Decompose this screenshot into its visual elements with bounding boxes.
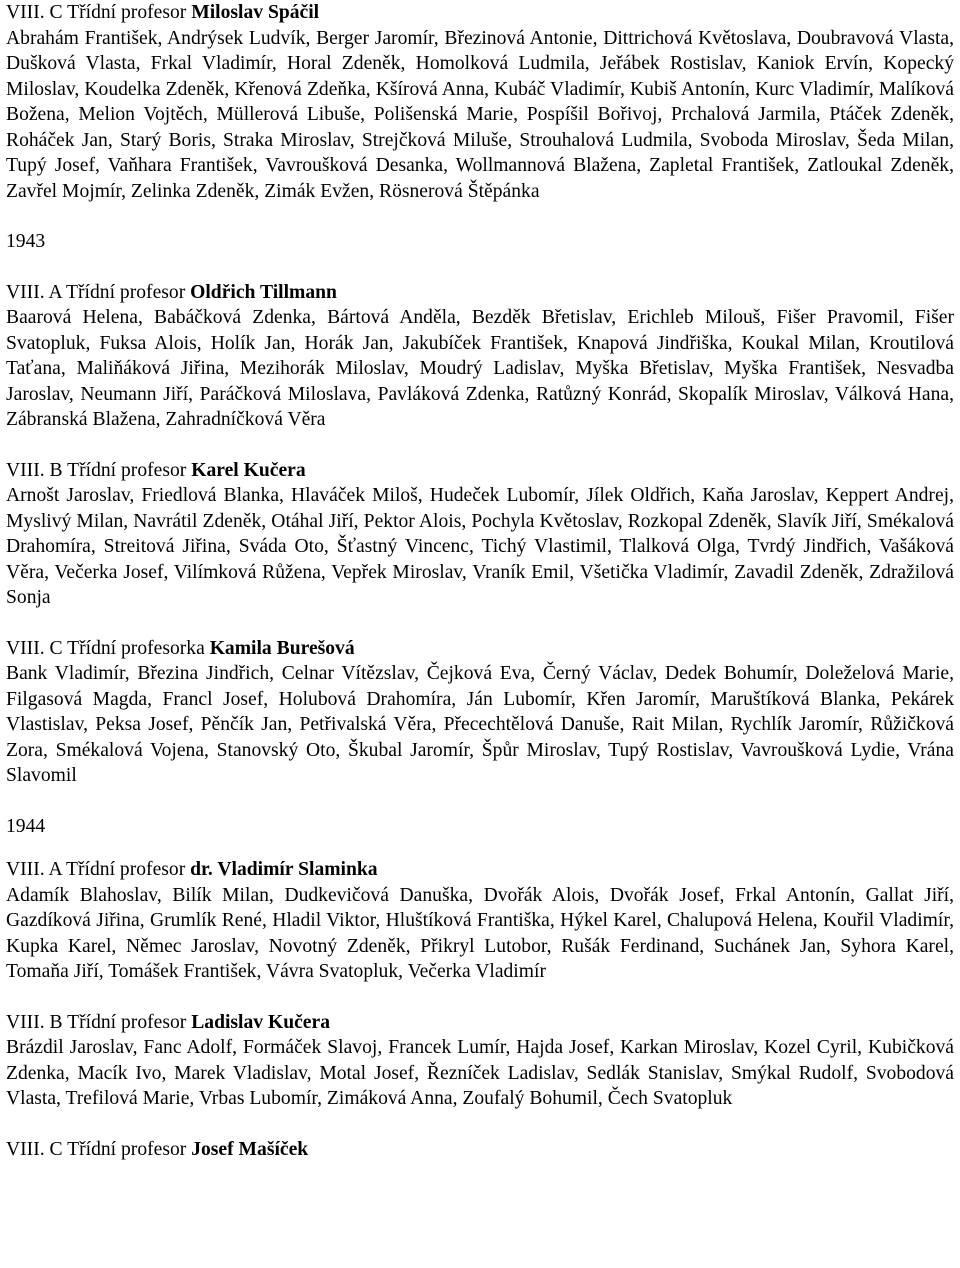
class-header (6, 1137, 954, 1163)
student-list: Brázdil Jaroslav, Fanc Adolf, Formáček Slavoj, Francek Lumír, Hajda Josef, Karkan Miroslav, Kozel Cyril, Kubičková Zdenka, Macík Ivo, Marek Vladislav, Motal Josef, Řezníček Ladislav, Sedlák Stanislav, Smýkal Rudolf, Svobodová Vlasta, Trefilová Marie, Vrbas Lubomír, Zimáková Anna, Zoufalý Bohumil, Čech Svatopluk (6, 1037, 954, 1109)
class-section (6, 857, 954, 985)
student-list: Abrahám František, Andrýsek Ludvík, Berger Jaromír, Březinová Antonie, Dittrichová Květoslava, Doubravová Vlasta, Dušková Vlasta, Frkal Vladimír, Horal Zdeněk, Homolková Ludmila, Jeřábek Rostislav, Kaniok Ervín, Kopecký Miloslav, Koudelka Zdeněk, Křenová Zdeňka, Kšírová Anna, Kubáč Vladimír, Kubiš Antonín, Kurc Vladimír, Malíková Božena, Melion Vojtěch, Müllerová Libuše, Polišenská Marie, Pospíšil Bořivoj, Prchalová Jarmila, Ptáček Zdeněk, Roháček Jan, Starý Boris, Straka Miroslav, Strejčková Miluše, Strouhalová Ludmila, Svoboda Miroslav, Šeda Milan, Tupý Josef, Vaňhara František, Vavroušková Desanka, Wollmannová Blažena, Zapletal František, Zatloukal Zdeněk, Zavřel Mojmír, Zelinka Zdeněk, Zimák Evžen, Rösnerová Štěpánka (6, 27, 954, 202)
class-header (6, 458, 954, 484)
teacher-name: Kamila Burešová (209, 637, 355, 659)
year-heading: 1943 (6, 231, 46, 252)
class-section (6, 636, 954, 789)
class-header-prefix: VIII. B Třídní profesor (6, 459, 192, 481)
class-section (6, 0, 954, 204)
class-header (6, 280, 954, 306)
class-header (6, 1010, 954, 1036)
spacer (6, 1112, 954, 1137)
spacer (6, 204, 954, 229)
year-heading: 1944 (6, 815, 46, 837)
class-header-prefix: VIII. B Třídní profesor (6, 1011, 192, 1033)
class-section (6, 458, 954, 611)
class-section (6, 1010, 954, 1112)
student-list: Adamík Blahoslav, Bilík Milan, Dudkevičová Danuška, Dvořák Alois, Dvořák Josef, Frkal Antonín, Gallat Jiří, Gazdíková Jiřina, Grumlík René, Hladil Viktor, Hluštíková Františka, Hýkel Karel, Chalupová Helena, Kouřil Vladimír, Kupka Karel, Němec Jaroslav, Novotný Zdeněk, Přikryl Lutobor, Rušák Ferdinand, Suchánek Jan, Syhora Karel, Tomaňa Jiří, Tomášek František, Vávra Svatopluk, Večerka Vladimír (6, 884, 954, 982)
class-header-prefix: VIII. C Třídní profesor (6, 1138, 192, 1160)
student-list: Baarová Helena, Babáčková Zdenka, Bártová Anděla, Bezděk Břetislav, Erichleb Milouš, Fišer Pravomil, Fišer Svatopluk, Fuksa Alois, Holík Jan, Horák Jan, Jakubíček František, Knapová Jindřiška, Koukal Milan, Kroutilová Taťana, Maliňáková Jiřina, Mezihorák Miloslav, Moudrý Ladislav, Myška Břetislav, Myška František, Nesvadba Jaroslav, Neumann Jiří, Paráčková Miloslava, Pavláková Zdenka, Ratůzný Konrád, Skopalík Miroslav, Válková Hana, Zábranská Blažena, Zahradníčková Věra (6, 307, 954, 430)
spacer (6, 839, 954, 857)
spacer (6, 433, 954, 458)
student-list: Arnošt Jaroslav, Friedlová Blanka, Hlaváček Miloš, Hudeček Lubomír, Jílek Oldřich, Kaňa Jaroslav, Keppert Andrej, Myslivý Milan, Navrátil Zdeněk, Otáhal Jiří, Pektor Alois, Pochyla Květoslav, Rozkopal Zdeněk, Slavík Jiří, Smékalová Drahomíra, Streitová Jiřina, Sváda Oto, Šťastný Vincenc, Tichý Vlastimil, Tlalková Olga, Tvrdý Jindřich, Vašáková Věra, Večerka Josef, Vilímková Růžena, Vepřek Miroslav, Vraník Emil, Všetička Vladimír, Zavadil Zdeněk, Zdražilová Sonja (6, 485, 954, 608)
class-section (6, 1137, 954, 1163)
teacher-name: dr. Vladimír Slaminka (190, 859, 378, 880)
spacer (6, 611, 954, 636)
teacher-name: Karel Kučera (191, 459, 306, 481)
class-section (6, 280, 954, 433)
class-header-prefix: VIII. A Třídní profesor (6, 281, 191, 303)
teacher-name: Miloslav Spáčil (191, 2, 320, 23)
teacher-name: Oldřich Tillmann (190, 281, 337, 303)
class-header (6, 857, 954, 883)
class-header-prefix: VIII. C Třídní profesor (6, 2, 192, 23)
class-header-prefix: VIII. C Třídní profesorka (6, 637, 210, 659)
spacer (6, 789, 954, 814)
class-header-prefix: VIII. A Třídní profesor (6, 859, 191, 880)
teacher-name: Ladislav Kučera (191, 1011, 330, 1033)
class-header (6, 0, 954, 26)
teacher-name: Josef Mašíček (191, 1138, 309, 1160)
spacer (6, 255, 954, 280)
spacer (6, 985, 954, 1010)
class-header (6, 636, 954, 662)
student-list: Bank Vladimír, Březina Jindřich, Celnar Vítězslav, Čejková Eva, Černý Václav, Dedek Bohumír, Doleželová Marie, Filgasová Magda, Francl Josef, Holubová Drahomíra, Ján Lubomír, Křen Jaromír, Maruštíková Blanka, Pekárek Vlastislav, Peksa Josef, Pěnčík Jan, Petřivalská Věra, Přecechtělová Danuše, Rait Milan, Rychlík Jaromír, Růžičková Zora, Smékalová Vojena, Stanovský Oto, Škubal Jaromír, Špůr Miroslav, Tupý Rostislav, Vavroušková Lydie, Vrána Slavomil (6, 663, 954, 786)
